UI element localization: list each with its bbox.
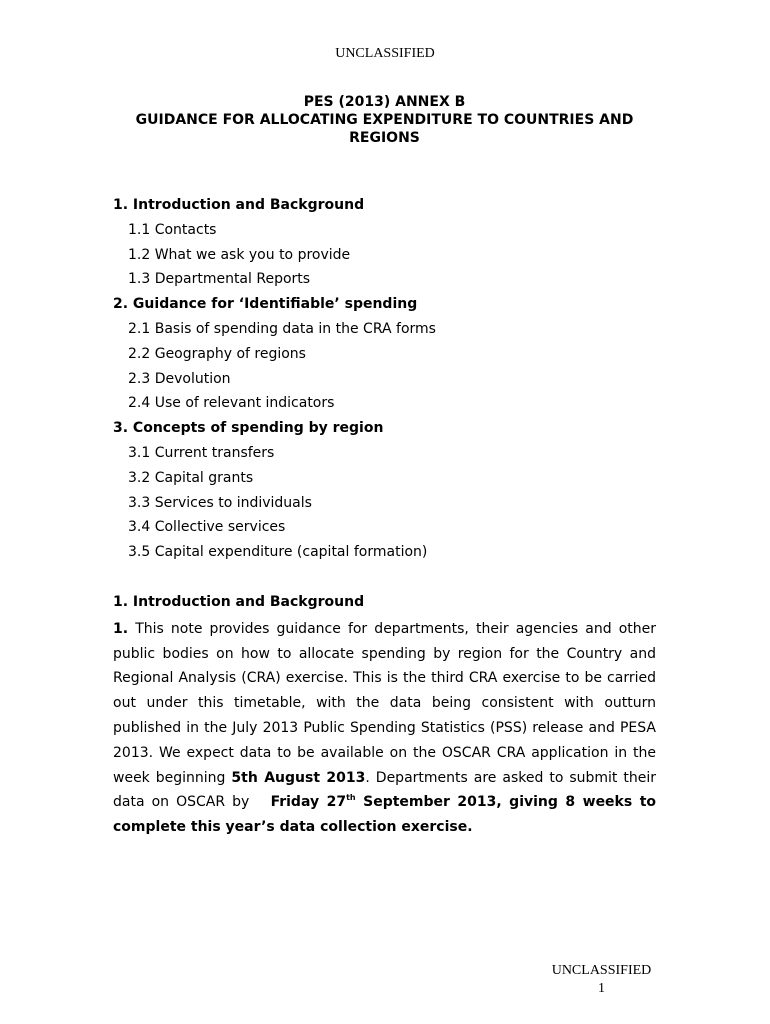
paragraph-line bbox=[113, 815, 656, 840]
paragraph-line: out under this timetable, with the data being consistent with outturn bbox=[113, 695, 656, 712]
toc-item-1-3: 1.3 Departmental Reports bbox=[128, 271, 311, 288]
toc-section-1: 1. Introduction and Background bbox=[113, 197, 365, 213]
title-line-1: PES (2013) ANNEX B bbox=[303, 94, 466, 110]
paragraph-line: published in the July 2013 Public Spending Statistics (PSS) release and PESA bbox=[113, 719, 656, 736]
paragraph-line bbox=[113, 790, 656, 815]
paragraph-line bbox=[113, 766, 656, 791]
toc-item-2-4: 2.4 Use of relevant indicators bbox=[128, 395, 335, 412]
upload-date: 5th August 2013 bbox=[231, 769, 366, 786]
toc-item-3-3: 3.3 Services to individuals bbox=[128, 494, 312, 511]
paragraph-text: data on OSCAR by bbox=[113, 794, 250, 811]
paragraph-text: This note provides guidance for departments, their agencies and other bbox=[135, 620, 657, 637]
section-heading: 1. Introduction and Background bbox=[113, 594, 365, 610]
deadline-date bbox=[271, 794, 656, 810]
table-of-contents bbox=[113, 195, 656, 567]
deadline-day: Friday 27 bbox=[270, 794, 347, 811]
paragraph-line: 2013. We expect data to be available on the OSCAR CRA application in the bbox=[113, 744, 656, 761]
introduction-section bbox=[113, 592, 656, 840]
toc-item-1-1: 1.1 Contacts bbox=[128, 221, 217, 238]
footer bbox=[520, 962, 683, 998]
toc-item-2-1: 2.1 Basis of spending data in the CRA forms bbox=[128, 320, 436, 337]
title-line-2: GUIDANCE FOR ALLOCATING EXPENDITURE TO COUNTRIES AND bbox=[135, 112, 634, 128]
toc-section-2: 2. Guidance for ‘Identifiable’ spending bbox=[113, 296, 418, 313]
toc-item-3-2: 3.2 Capital grants bbox=[128, 469, 254, 486]
paragraph-line: Regional Analysis (CRA) exercise. This is the third CRA exercise to be carried bbox=[113, 670, 656, 687]
header-classification: UNCLASSIFIED bbox=[335, 46, 435, 61]
footer-classification: UNCLASSIFIED bbox=[551, 963, 652, 978]
deadline-text: September 2013, giving 8 weeks to bbox=[363, 794, 657, 811]
toc-item-1-2: 1.2 What we ask you to provide bbox=[128, 246, 351, 263]
paragraph-line bbox=[113, 617, 656, 642]
toc-section-3: 3. Concepts of spending by region bbox=[113, 420, 384, 437]
paragraph-1 bbox=[113, 617, 656, 840]
toc-item-2-2: 2.2 Geography of regions bbox=[128, 345, 306, 362]
paragraph-number: 1. bbox=[113, 620, 129, 637]
title-line-3: REGIONS bbox=[349, 130, 420, 146]
paragraph-text: . Departments are asked to submit their bbox=[365, 769, 657, 786]
ordinal-suffix: th bbox=[346, 793, 356, 803]
page-number: 1 bbox=[598, 981, 605, 996]
closing-text: complete this year’s data collection exercise. bbox=[113, 819, 473, 836]
paragraph-line: public bodies on how to allocate spending by region for the Country and bbox=[113, 645, 656, 662]
document-title bbox=[113, 93, 656, 147]
toc-item-3-4: 3.4 Collective services bbox=[128, 519, 286, 536]
toc-item-3-1: 3.1 Current transfers bbox=[128, 444, 275, 461]
paragraph-text: week beginning bbox=[113, 769, 226, 786]
toc-item-2-3: 2.3 Devolution bbox=[128, 370, 231, 387]
toc-item-3-5: 3.5 Capital expenditure (capital formation) bbox=[128, 544, 428, 561]
